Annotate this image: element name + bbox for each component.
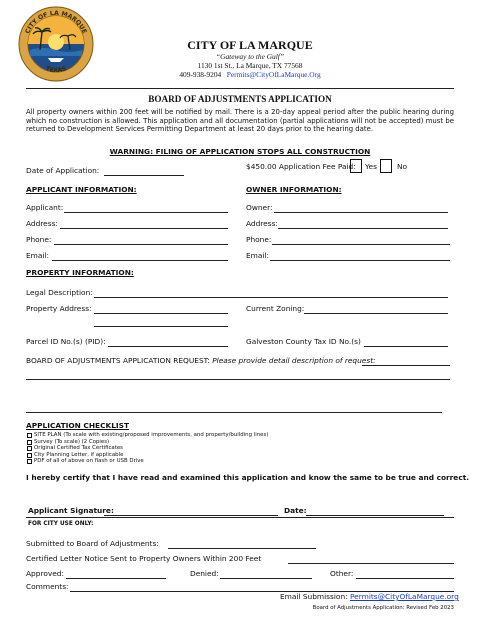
owner-phone-field[interactable] [272,236,450,245]
fee-yes-checkbox[interactable] [350,159,362,173]
date-label: Date of Application: [26,166,100,175]
city-name: CITY OF LA MARQUE [187,38,313,52]
owner-heading: OWNER INFORMATION: [246,185,342,194]
other-label: Other: [330,569,354,578]
approved-field[interactable] [66,570,166,579]
email-submission-label: Email Submission: [280,592,348,601]
city-use-heading: FOR CITY USE ONLY: [28,521,94,527]
warning-text: WARNING: FILING OF APPLICATION STOPS ALL CONSTRUCTION [109,147,371,156]
date-field[interactable] [104,167,184,176]
checklist-item-label: SITE PLAN (To scale with existing/proposed improvements, and property/building lines) [34,432,269,438]
property-heading: PROPERTY INFORMATION: [26,268,134,277]
signature-date-label: Date: [284,506,307,515]
checklist-item-label: Original Certified Tax Certificates [34,445,123,451]
revision-note: Board of Adjustments Application: Revised Feb 2023 [312,605,454,611]
parcel-id-field[interactable] [108,338,228,347]
fee-label: $450.00 Application Fee Paid: [246,162,356,171]
request-label: BOARD OF ADJUSTMENTS APPLICATION REQUEST: [26,356,210,365]
owner-field[interactable] [274,204,448,213]
svg-text:TEXAS: TEXAS [44,65,68,75]
request-field-line-1[interactable] [26,371,450,380]
checklist-item-label: City Planning Letter, if applicable [34,451,124,458]
applicant-phone-field[interactable] [54,236,228,245]
owner-email-label: Email: [246,251,269,260]
approved-label: Approved: [26,569,64,578]
request-field-line-2[interactable] [26,404,442,413]
current-zoning-label: Current Zoning: [246,304,305,313]
checklist-item-label: PDF of all of above on flash or USB Drive [34,458,144,464]
property-address-field[interactable] [94,305,228,314]
owner-address-label: Address: [246,219,278,228]
applicant-label: Applicant: [26,203,64,212]
form-title: BOARD OF ADJUSTMENTS APPLICATION [148,94,332,104]
city-contact [150,70,350,79]
checklist-checkbox[interactable] [27,446,32,451]
email-submission-link[interactable]: Permits@CityOfLaMarque.org [349,592,459,601]
intro-paragraph: All property owners within 200 feet will be notified by mail. There is a 20-day appeal period after the public hearing during which no construction is allowed. This application and all documentation (partial applications will not be accepted) must be returned to Development Services Permitting Department at least 20 days prior to the hearing date. [26,108,454,133]
legal-description-label: Legal Description: [26,288,93,297]
signature-field[interactable] [104,507,278,516]
applicant-address-label: Address: [26,219,58,228]
owner-phone-label: Phone: [246,235,272,244]
submitted-label: Submitted to Board of Adjustments: [26,539,159,548]
fee-no-checkbox[interactable] [380,159,392,173]
checklist-heading: APPLICATION CHECKLIST [26,421,130,430]
fee-yes-label: Yes [365,162,377,171]
checklist-item-label: Survey (To scale) (2 Copies) [34,438,110,445]
denied-label: Denied: [190,569,219,578]
legal-description-field[interactable] [94,289,448,298]
request-label-row [26,356,376,365]
checklist-checkbox[interactable] [27,440,32,445]
city-seal-logo [18,6,94,82]
request-field-inline[interactable] [362,357,450,366]
owner-label: Owner: [246,203,273,212]
email-submission [280,592,459,601]
comments-label: Comments: [26,582,69,591]
checklist-checkbox[interactable] [27,433,32,438]
checklist-checkbox[interactable] [27,459,32,464]
submitted-field[interactable] [168,540,316,549]
other-field[interactable] [356,570,454,579]
request-hint: Please provide detail description of request: [212,356,376,365]
checklist-checkbox[interactable] [27,453,32,458]
galveston-tax-id-label: Galveston County Tax ID No.(s) [246,337,361,346]
applicant-field[interactable] [64,204,228,213]
owner-address-field[interactable] [278,220,448,229]
certification-statement: I hereby certify that I have read and examined this application and know the same to be true and correct. [26,473,470,482]
comments-field[interactable] [70,583,454,592]
certified-letter-field[interactable] [288,555,454,564]
city-tagline: “Gateway to the Gulf” [216,52,284,61]
applicant-email-field[interactable] [52,252,228,261]
signature-date-field[interactable] [306,507,444,516]
city-address: 1130 1st St., La Marque, TX 77568 [197,61,303,70]
city-email-link[interactable]: Permits@CityOfLaMarque.Org [226,70,321,79]
applicant-email-label: Email: [26,251,49,260]
fee-no-label: No [397,162,408,171]
signature-label: Applicant Signature: [28,506,114,515]
applicant-address-field[interactable] [60,220,228,229]
owner-email-field[interactable] [270,252,450,261]
seal-text: CITY OF LA MARQUE [24,9,88,35]
galveston-tax-id-field[interactable] [364,338,448,347]
denied-field[interactable] [220,570,312,579]
property-address-field-2[interactable] [94,318,228,327]
city-phone: 409-938-9204 [179,70,222,79]
certified-letter-label: Certified Letter Notice Sent to Property Owners Within 200 Feet [26,554,262,563]
property-address-label: Property Address: [26,304,92,313]
applicant-heading: APPLICANT INFORMATION: [26,185,137,194]
current-zoning-field[interactable] [304,305,448,314]
applicant-phone-label: Phone: [26,235,52,244]
parcel-id-label: Parcel ID No.(s) (PID): [26,337,106,346]
